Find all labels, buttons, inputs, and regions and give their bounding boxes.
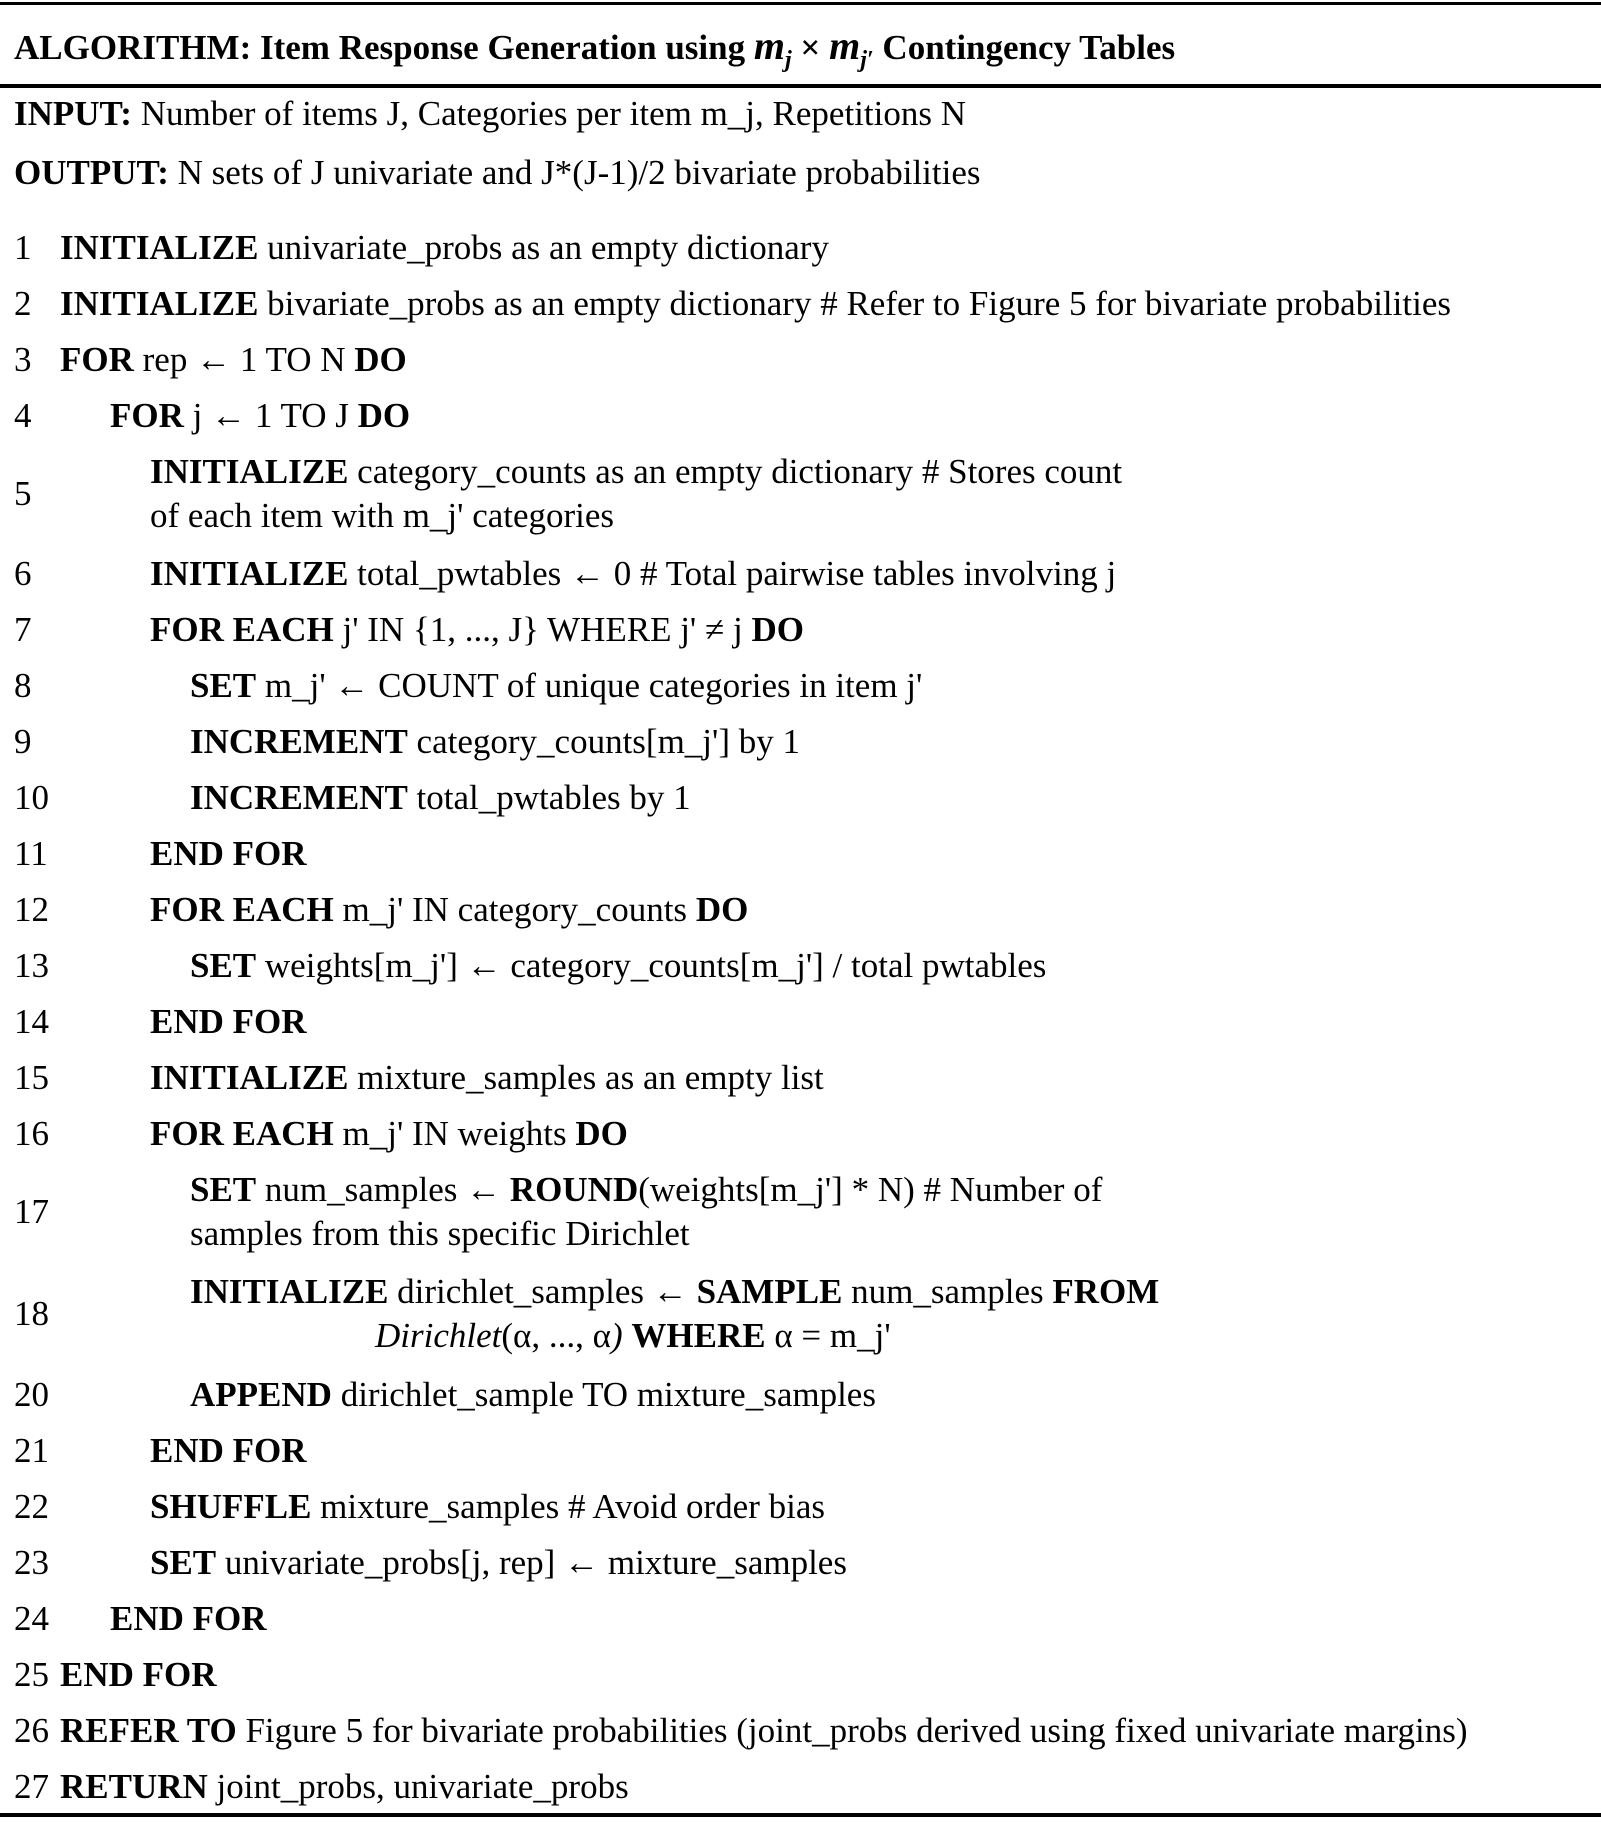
code-line-17 [190, 1168, 1102, 1212]
line-number: 8 [14, 666, 32, 705]
line-number: 13 [14, 946, 49, 985]
code-line-25 [60, 1653, 217, 1697]
keyword: INITIALIZE [60, 284, 259, 323]
code-text: m_j' ← COUNT of unique categories in item j' [256, 666, 923, 705]
keyword: INITIALIZE [150, 452, 349, 491]
title-math-m1: m [753, 23, 785, 68]
code-line-9 [190, 720, 800, 764]
code-text: total_pwtables by 1 [407, 778, 691, 817]
header-rule [0, 84, 1601, 88]
code-line-4 [110, 394, 410, 438]
code-line-15 [150, 1056, 824, 1100]
line-number: 24 [14, 1599, 49, 1638]
code-line-26 [60, 1709, 1468, 1753]
code-text: m_j' IN category_counts [333, 890, 696, 929]
code-line-7 [150, 608, 804, 652]
keyword: FOR EACH [150, 1114, 334, 1153]
line-number: 3 [14, 340, 32, 379]
code-text: m_j' IN weights [333, 1114, 576, 1153]
keyword: DO [751, 610, 804, 649]
code-text: rep ← 1 TO N [133, 340, 355, 379]
code-line-2 [60, 282, 1451, 326]
code-text: j' IN {1, ..., J} WHERE j' ≠ j [333, 610, 752, 649]
code-line-5 [150, 450, 1122, 494]
keyword: SET [150, 1543, 217, 1582]
line-number: 1 [14, 228, 32, 267]
line-number: 10 [14, 778, 49, 817]
code-line-6 [150, 552, 1116, 596]
output-label: OUTPUT: [14, 153, 169, 192]
keyword: APPEND [190, 1375, 332, 1414]
code-text: Figure 5 for bivariate probabilities (joint_probs derived using fixed univariate margins) [236, 1711, 1468, 1750]
bottom-rule [0, 1813, 1601, 1817]
keyword: FOR EACH [150, 610, 334, 649]
code-line-1 [60, 226, 829, 270]
code-line-16 [150, 1112, 628, 1156]
line-number: 17 [14, 1192, 49, 1231]
keyword: INCREMENT [190, 722, 408, 761]
line-number: 26 [14, 1711, 49, 1750]
line-number: 2 [14, 284, 32, 323]
keyword: SAMPLE [696, 1272, 843, 1311]
code-text: category_counts as an empty dictionary # Stores count [348, 452, 1123, 491]
keyword: DO [354, 340, 407, 379]
line-number: 6 [14, 554, 32, 593]
keyword: END FOR [150, 834, 307, 873]
keyword: SHUFFLE [150, 1487, 312, 1526]
code-text: univariate_probs as an empty dictionary [258, 228, 829, 267]
italic-text: ) [610, 1316, 623, 1355]
line-number: 22 [14, 1487, 49, 1526]
keyword: INITIALIZE [190, 1272, 389, 1311]
line-number: 4 [14, 396, 32, 435]
keyword: RETURN [60, 1767, 208, 1806]
keyword: END FOR [150, 1431, 307, 1470]
line-number: 11 [14, 834, 48, 873]
line-number: 7 [14, 610, 32, 649]
code-text: α = m_j' [765, 1316, 891, 1355]
line-number: 20 [14, 1375, 49, 1414]
keyword: FOR [110, 396, 184, 435]
code-line-22 [150, 1485, 825, 1529]
line-number: 5 [14, 474, 32, 513]
code-line-11 [150, 832, 307, 876]
code-text: weights[m_j'] ← category_counts[m_j'] / total pwtables [256, 946, 1047, 985]
code-line-20 [190, 1373, 876, 1417]
top-rule [0, 2, 1601, 5]
line-number: 15 [14, 1058, 49, 1097]
line-number: 27 [14, 1767, 49, 1806]
code-line-23 [150, 1541, 847, 1585]
code-text: num_samples ← [256, 1170, 510, 1209]
keyword: WHERE [631, 1316, 766, 1355]
code-line-18 [190, 1270, 1159, 1314]
code-line-12 [150, 888, 748, 932]
line-number: 23 [14, 1543, 49, 1582]
line-number: 14 [14, 1002, 49, 1041]
title-math-m2: m [829, 23, 861, 68]
input-text: Number of items J, Categories per item m_j, Repetitions N [131, 94, 966, 133]
code-text: j ← 1 TO J [183, 396, 358, 435]
code-text: joint_probs, univariate_probs [207, 1767, 629, 1806]
code-line-13 [190, 944, 1046, 988]
keyword: FOR EACH [150, 890, 334, 929]
output-text: N sets of J univariate and J*(J-1)/2 bivariate probabilities [168, 153, 981, 192]
title-suffix: Contingency Tables [873, 28, 1176, 67]
code-line-5-continuation [150, 494, 614, 538]
code-text: univariate_probs[j, rep] ← mixture_samples [216, 1543, 847, 1582]
title-math-sub1: j [785, 47, 792, 73]
code-text: mixture_samples # Avoid order bias [311, 1487, 825, 1526]
code-line-14 [150, 1000, 307, 1044]
keyword: SET [190, 946, 257, 985]
code-text: num_samples [842, 1272, 1053, 1311]
code-line-27 [60, 1765, 629, 1809]
algorithm-title [14, 22, 1175, 74]
code-text: bivariate_probs as an empty dictionary # Refer to Figure 5 for bivariate probabilities [258, 284, 1451, 323]
line-number: 25 [14, 1655, 49, 1694]
keyword: END FOR [110, 1599, 267, 1638]
keyword: END FOR [150, 1002, 307, 1041]
code-text: (α, ..., α [501, 1316, 611, 1355]
keyword: DO [357, 396, 411, 435]
title-times: × [791, 28, 830, 67]
input-label: INPUT: [14, 94, 132, 133]
keyword: SET [190, 666, 257, 705]
line-number: 16 [14, 1114, 49, 1153]
code-line-21 [150, 1429, 307, 1473]
keyword: DO [575, 1114, 628, 1153]
keyword: ROUND [509, 1170, 639, 1209]
title-math-sub2: j′ [860, 47, 874, 73]
output-line [14, 153, 981, 193]
keyword: INITIALIZE [150, 1058, 349, 1097]
code-text: of each item with m_j' categories [150, 496, 615, 535]
keyword: FROM [1052, 1272, 1160, 1311]
code-line-3 [60, 338, 407, 382]
code-text: category_counts[m_j'] by 1 [407, 722, 800, 761]
line-number: 12 [14, 890, 49, 929]
line-number: 18 [14, 1294, 49, 1333]
input-line [14, 94, 966, 134]
italic-text: Dirichlet [375, 1316, 502, 1355]
code-text: total_pwtables ← 0 # Total pairwise tables involving j [348, 554, 1117, 593]
keyword: SET [190, 1170, 257, 1209]
code-text: (weights[m_j'] * N) # Number of [638, 1170, 1103, 1209]
keyword: INITIALIZE [150, 554, 349, 593]
keyword: REFER TO [60, 1711, 237, 1750]
keyword: END FOR [60, 1655, 217, 1694]
keyword: INITIALIZE [60, 228, 259, 267]
code-text: dirichlet_samples ← [388, 1272, 697, 1311]
code-text: samples from this specific Dirichlet [190, 1214, 690, 1253]
code-line-24 [110, 1597, 267, 1641]
keyword: INCREMENT [190, 778, 408, 817]
code-line-10 [190, 776, 691, 820]
code-text: dirichlet_sample TO mixture_samples [331, 1375, 876, 1414]
title-prefix: ALGORITHM: Item Response Generation using [14, 28, 754, 67]
code-text: mixture_samples as an empty list [348, 1058, 824, 1097]
keyword: FOR [60, 340, 134, 379]
code-line-8 [190, 664, 922, 708]
line-number: 21 [14, 1431, 49, 1470]
keyword: DO [695, 890, 749, 929]
line-number: 9 [14, 722, 32, 761]
code-line-18-continuation [375, 1314, 891, 1358]
code-line-17-continuation [190, 1212, 690, 1256]
